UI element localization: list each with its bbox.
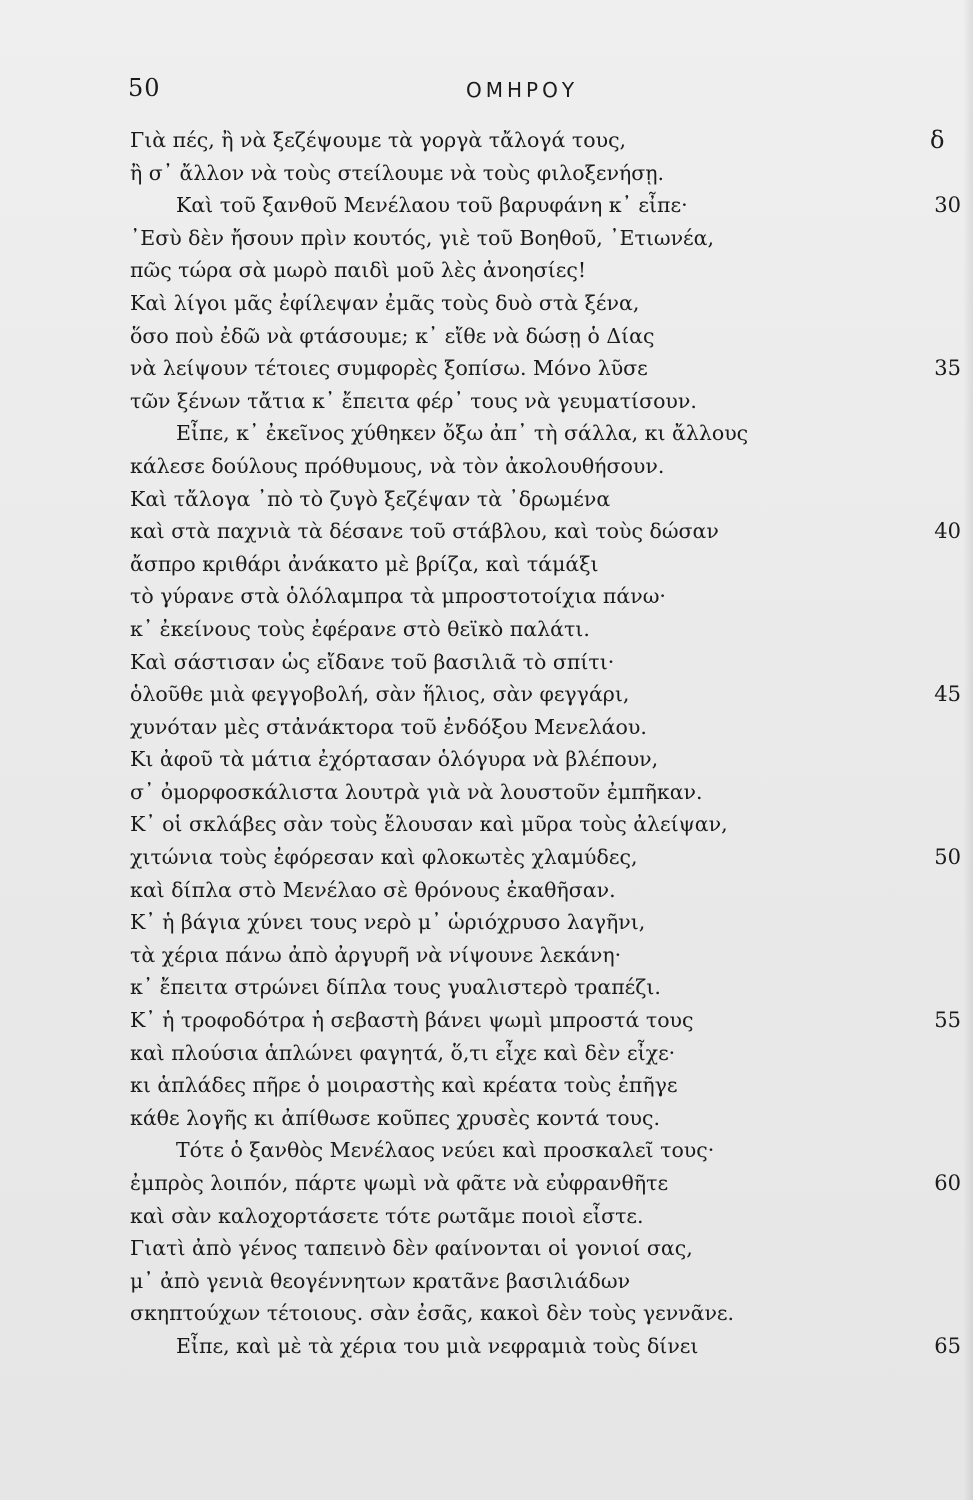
verse-line-text: ἢ σ᾿ ἄλλον νὰ τοὺς στείλουμε νὰ τοὺς φιλοξενήσῃ. (130, 160, 665, 185)
verse-line (0, 1167, 973, 1200)
verse-line (0, 776, 973, 809)
verse-line-text: σ᾿ ὀμορφοσκάλιστα λουτρὰ γιὰ νὰ λουστοῦν ἐμπῆκαν. (130, 779, 703, 804)
verse-line-text: χυνόταν μὲς στἀνάκτορα τοῦ ἐνδόξου Μενελάου. (130, 714, 647, 739)
running-head: ΟΜΗΡΟΥ (466, 78, 579, 102)
verse-line-text: Καὶ τοῦ ξανθοῦ Μενέλαου τοῦ βαρυφάνη κ᾿ εἶπε· (176, 193, 688, 218)
verse-line-text: Κ᾿ οἱ σκλάβες σὰν τοὺς ἔλουσαν καὶ μῦρα τοὺς ἀλείψαν, (130, 812, 728, 837)
verse-line (0, 287, 973, 320)
verse-line-text: ᾿Εσὺ δὲν ἤσουν πρὶν κουτός, γιὲ τοῦ Βοηθοῦ, ᾿Ετιωνέα, (130, 225, 715, 250)
verse-line-text: σκηπτούχων τέτοιους. σὰν ἐσᾶς, κακοὶ δὲν τοὺς γεννᾶνε. (130, 1301, 735, 1326)
verse-line (0, 352, 973, 385)
verse-line-text: μ᾿ ἀπὸ γενιὰ θεογέννητων κρατᾶνε βασιλιάδων (130, 1268, 631, 1293)
line-number: 50 (934, 845, 961, 870)
verse-line (0, 1102, 973, 1135)
verse-line-text: πῶς τώρα σὰ μωρὸ παιδὶ μοῦ λὲς ἀνοησίες! (130, 258, 587, 283)
verse-line (0, 1069, 973, 1102)
verse-line-text: ἐμπρὸς λοιπόν, πάρτε ψωμὶ νὰ φᾶτε νὰ εὐφρανθῆτε (130, 1171, 669, 1195)
verse-line (0, 254, 973, 287)
verse-line (0, 1037, 973, 1070)
verse-line (0, 1004, 973, 1037)
verse-block (0, 124, 973, 1363)
line-number: 30 (934, 193, 961, 218)
line-number: 55 (934, 1008, 961, 1033)
verse-line (0, 971, 973, 1004)
verse-line (0, 385, 973, 418)
verse-line (0, 1134, 973, 1167)
verse-line-text: Κι ἀφοῦ τὰ μάτια ἐχόρτασαν ὁλόγυρα νὰ βλέπουν, (130, 747, 659, 772)
verse-line (0, 548, 973, 581)
verse-line-text: κ᾿ ἔπειτα στρώνει δίπλα τους γυαλιστερὸ τραπέζι. (130, 975, 661, 1000)
verse-line (0, 743, 973, 776)
verse-line (0, 646, 973, 679)
verse-line-text: τὰ χέρια πάνω ἀπὸ ἀργυρῆ νὰ νίψουνε λεκάνη· (130, 942, 622, 967)
verse-line-text: κάλεσε δούλους πρόθυμους, νὰ τὸν ἀκολουθήσουν. (130, 453, 665, 478)
verse-line-text: κάθε λογῆς κι ἀπίθωσε κοῦπες χρυσὲς κοντά τους. (130, 1105, 661, 1130)
verse-line-text: τὸ γύρανε στὰ ὁλόλαμπρα τὰ μπροστοτοίχια πάνω· (130, 584, 666, 609)
line-number: 45 (934, 682, 961, 707)
verse-line-text: τῶν ξένων τἄτια κ᾿ ἔπειτα φέρ᾿ τους νὰ γευματίσουν. (130, 388, 697, 413)
verse-line (0, 580, 973, 613)
line-number: 60 (934, 1171, 961, 1195)
verse-line (0, 1265, 973, 1298)
verse-line (0, 320, 973, 353)
verse-line (0, 678, 973, 711)
verse-line (0, 939, 973, 972)
verse-line (0, 906, 973, 939)
verse-line (0, 1297, 973, 1330)
verse-line (0, 417, 973, 450)
verse-line (0, 874, 973, 907)
verse-line-text: κι ἁπλάδες πῆρε ὁ μοιραστὴς καὶ κρέατα τοὺς ἐπῆγε (130, 1073, 678, 1098)
verse-line-text: καὶ στὰ παχνιὰ τὰ δέσανε τοῦ στάβλου, καὶ τοὺς δώσαν (130, 519, 719, 544)
line-number: 40 (934, 519, 961, 544)
verse-line (0, 450, 973, 483)
verse-line-text: ἄσπρο κριθάρι ἀνάκατο μὲ βρίζα, καὶ τάμάξι (130, 551, 599, 576)
verse-line (0, 841, 973, 874)
verse-line-text: Κ᾿ ἡ βάγια χύνει τους νερὸ μ᾿ ὡριόχρυσο λαγῆνι, (130, 910, 646, 935)
verse-line (0, 711, 973, 744)
verse-line (0, 157, 973, 190)
verse-line (0, 222, 973, 255)
verse-line (0, 1330, 973, 1363)
verse-line-text: Γιὰ πές, ἢ νὰ ξεζέψουμε τὰ γοργὰ τἄλογά τους, (130, 128, 627, 152)
verse-line (0, 1200, 973, 1233)
verse-line (0, 515, 973, 548)
verse-line-text: ὅσο ποὺ ἐδῶ νὰ φτάσουμε; κ᾿ εἴθε νὰ δώσῃ ὁ Δίας (130, 323, 655, 348)
verse-line-text: Γιατὶ ἀπὸ γένος ταπεινὸ δὲν φαίνονται οἱ γονιοί σας, (130, 1236, 693, 1261)
verse-line-text: Καὶ τἄλογα ᾿πὸ τὸ ζυγὸ ξεζέψαν τὰ ᾿δρωμένα (130, 486, 611, 511)
verse-line-text: χιτώνια τοὺς ἐφόρεσαν καὶ φλοκωτὲς χλαμύδες, (130, 845, 638, 870)
verse-line-text: Καὶ λίγοι μᾶς ἐφίλεψαν ἐμᾶς τοὺς δυὸ στὰ ξένα, (130, 290, 640, 315)
verse-line-text: Καὶ σάστισαν ὡς εἴδανε τοῦ βασιλιᾶ τὸ σπίτι· (130, 649, 615, 674)
verse-line (0, 483, 973, 516)
verse-line (0, 1232, 973, 1265)
verse-line (0, 124, 973, 157)
line-number: 35 (934, 356, 961, 381)
verse-line (0, 189, 973, 222)
verse-line-text: νὰ λείψουν τέτοιες συμφορὲς ξοπίσω. Μόνο λῦσε (130, 356, 648, 381)
book-letter: δ (930, 126, 945, 154)
verse-line-text: Τότε ὁ ξανθὸς Μενέλαος νεύει καὶ προσκαλεῖ τους· (176, 1138, 715, 1163)
page-number: 50 (128, 74, 161, 102)
verse-line-text: κ᾿ ἐκείνους τοὺς ἐφέρανε στὸ θεϊκὸ παλάτι. (130, 616, 590, 641)
verse-line-text: καὶ δίπλα στὸ Μενέλαο σὲ θρόνους ἐκαθῆσαν. (130, 877, 616, 902)
verse-line-text: Εἶπε, κ᾿ ἐκεῖνος χύθηκεν ὄξω ἀπ᾿ τὴ σάλλα, κι ἄλλους (176, 421, 749, 446)
verse-line-text: καὶ πλούσια ἁπλώνει φαγητά, ὅ,τι εἶχε καὶ δὲν εἶχε· (130, 1040, 676, 1065)
verse-line (0, 808, 973, 841)
verse-line-text: ὁλοῦθε μιὰ φεγγοβολή, σὰν ἥλιος, σὰν φεγγάρι, (130, 682, 630, 707)
line-number: 65 (934, 1333, 961, 1358)
verse-line-text: Εἶπε, καὶ μὲ τὰ χέρια του μιὰ νεφραμιὰ τοὺς δίνει (176, 1333, 699, 1358)
verse-line-text: Κ᾿ ἡ τροφοδότρα ἡ σεβαστὴ βάνει ψωμὶ μπροστά τους (130, 1008, 694, 1033)
verse-line (0, 613, 973, 646)
verse-line-text: καὶ σὰν καλοχορτάσετε τότε ρωτᾶμε ποιοὶ εἶστε. (130, 1203, 644, 1228)
